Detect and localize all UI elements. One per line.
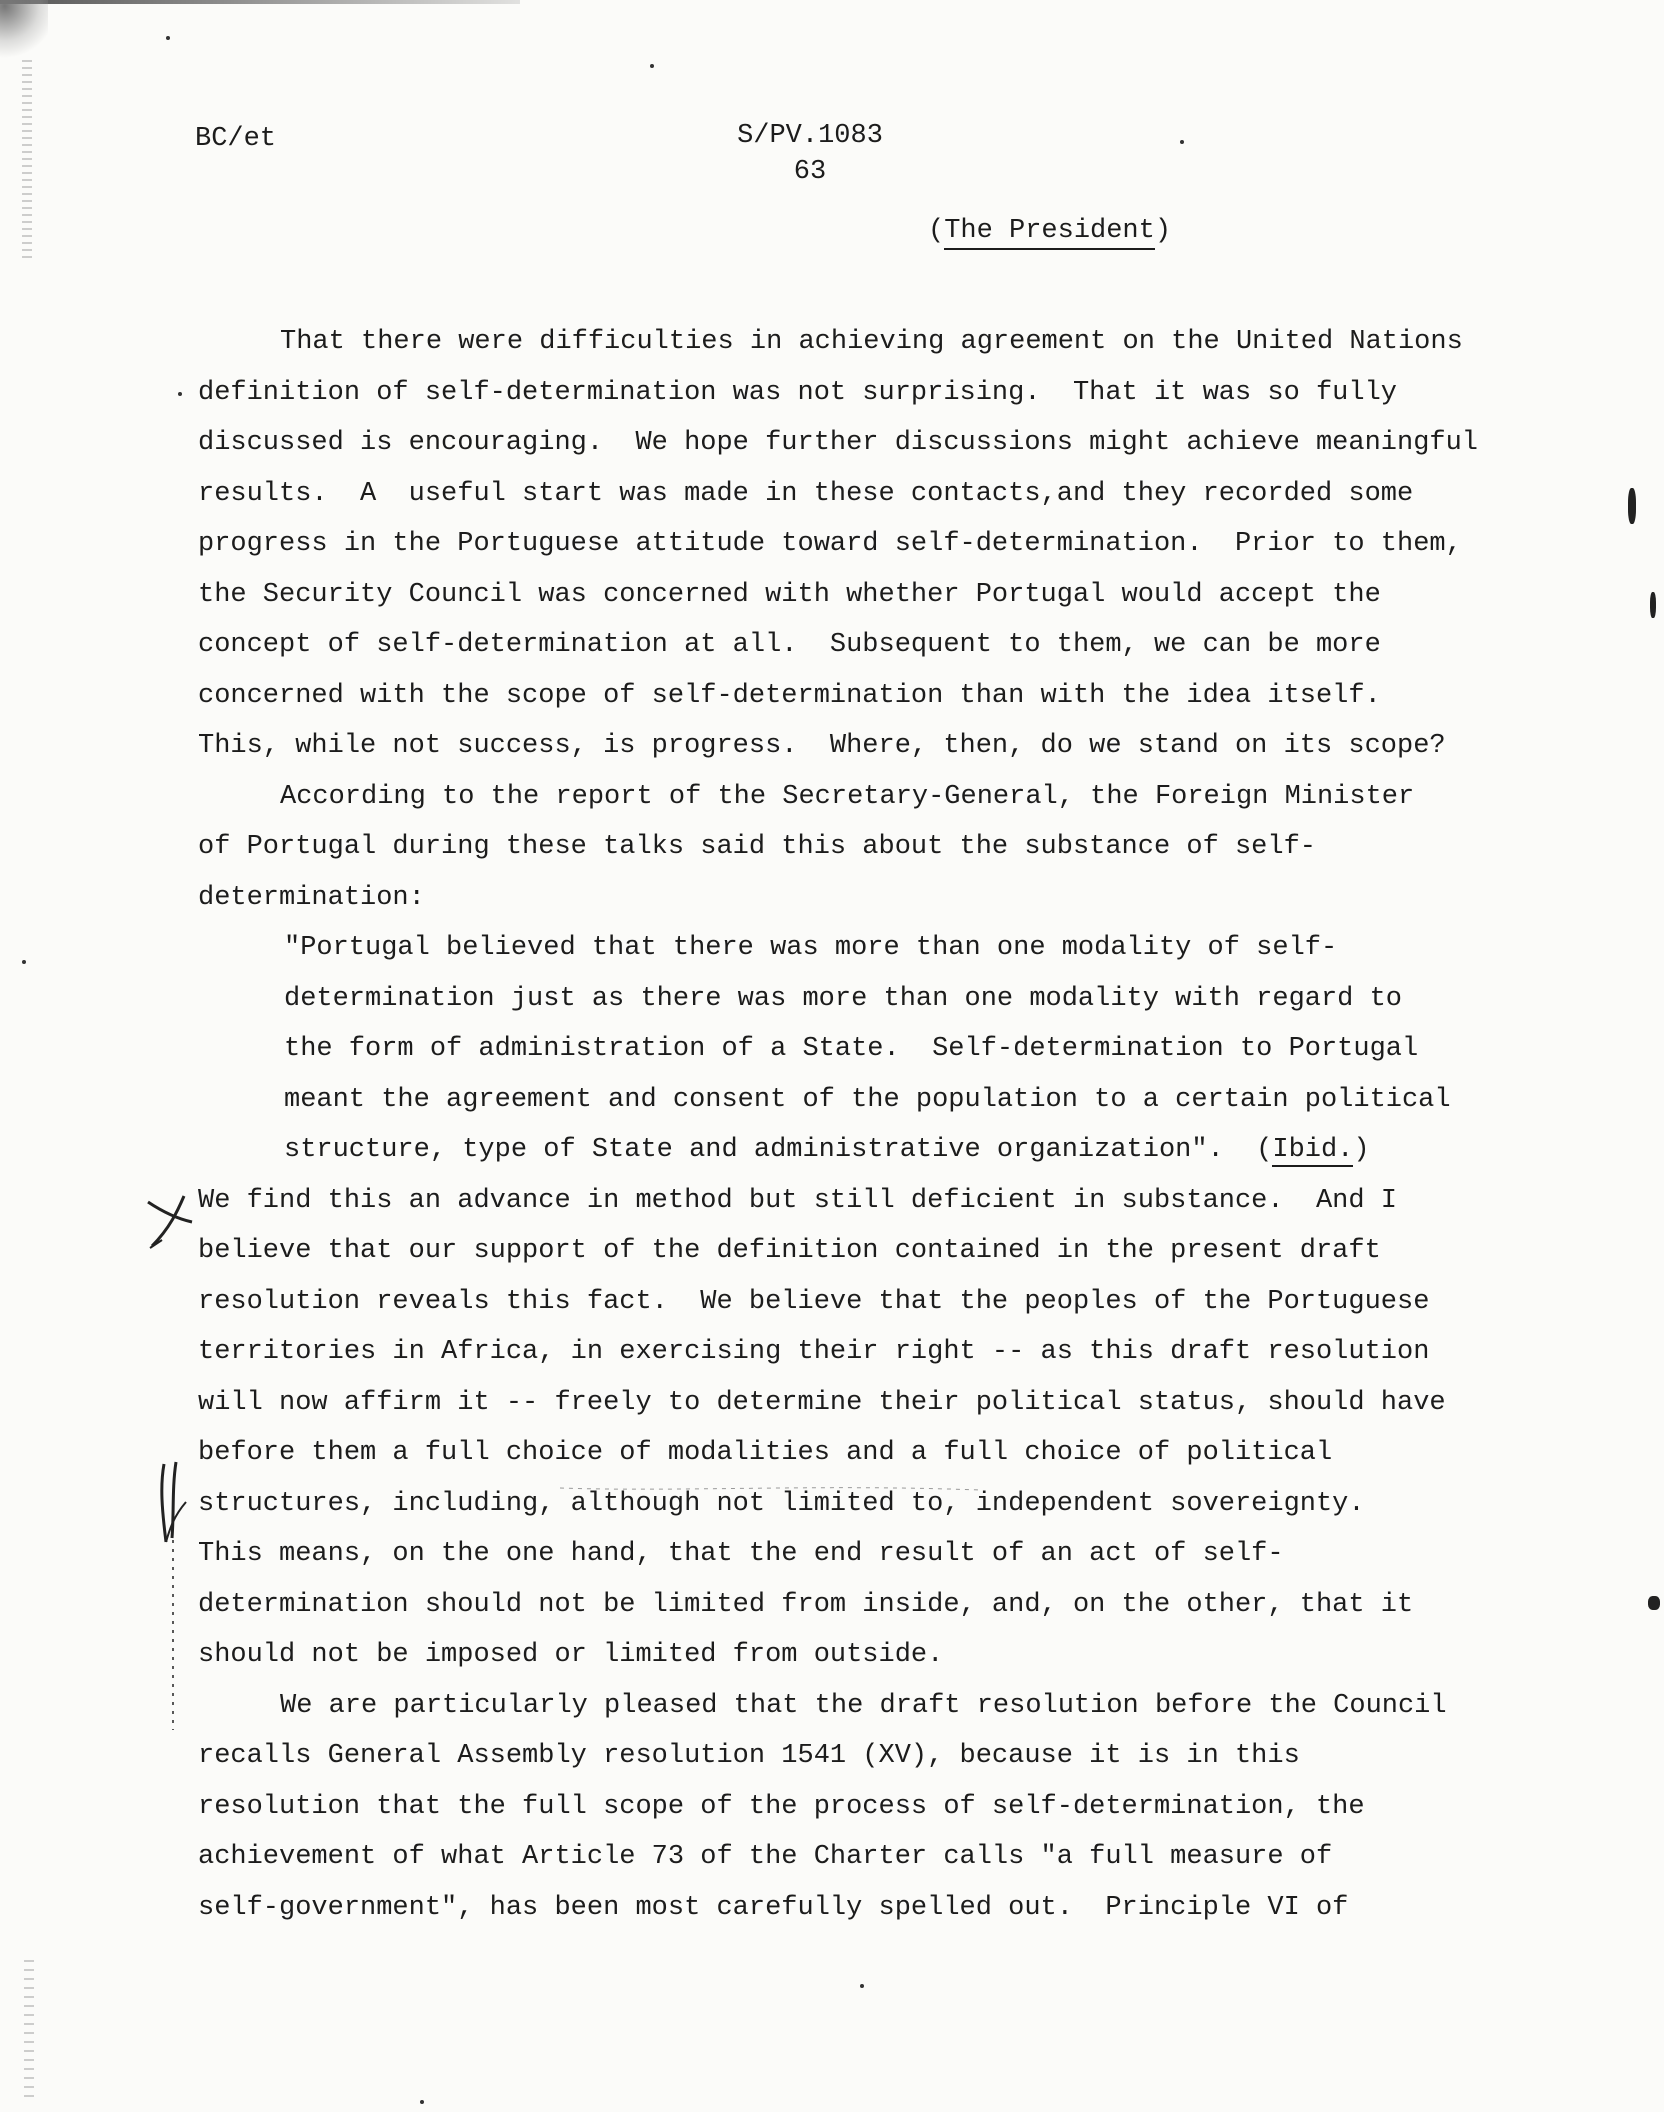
scan-speck bbox=[650, 64, 654, 68]
text-line: will now affirm it -- freely to determine their political status, should have bbox=[198, 1387, 1446, 1418]
text-line: That there were difficulties in achieving agreement on the United Nations bbox=[280, 327, 1463, 357]
text-line: concerned with the scope of self-determination than with the idea itself. bbox=[198, 680, 1381, 711]
faint-underline-marks bbox=[560, 1478, 1120, 1498]
scan-speck bbox=[178, 392, 182, 396]
speaker-paren-close: ) bbox=[1154, 216, 1172, 246]
text-line: resolution that the full scope of the process of self-determination, the bbox=[198, 1791, 1365, 1822]
speaker-label bbox=[928, 216, 1171, 246]
scan-speck bbox=[1180, 140, 1184, 144]
scan-edge-mark bbox=[1650, 592, 1656, 618]
citation: Ibid. bbox=[1272, 1135, 1354, 1165]
text-line: progress in the Portuguese attitude toward self-determination. Prior to them, bbox=[198, 529, 1462, 559]
text-line: concept of self-determination at all. Subsequent to them, we can be more bbox=[198, 630, 1381, 660]
paragraph-4 bbox=[198, 1681, 1538, 1934]
paragraph-3 bbox=[198, 1176, 1538, 1681]
handwritten-bracket-mark bbox=[150, 1458, 210, 1548]
text-line: We find this an advance in method but still deficient in substance. And I bbox=[198, 1185, 1397, 1216]
text-line: results. A useful start was made in these contacts,and they recorded some bbox=[198, 478, 1414, 509]
text-line: self-government", has been most carefully spelled out. Principle VI of bbox=[198, 1892, 1349, 1923]
text-line: definition of self-determination was not surprising. That it was so fully bbox=[198, 377, 1397, 408]
scan-speck bbox=[22, 960, 26, 964]
document-symbol: S/PV.1083 bbox=[737, 121, 883, 151]
scan-margin-artifact bbox=[24, 1960, 34, 2100]
text-line: This means, on the one hand, that the end result of an act of self- bbox=[198, 1539, 1284, 1569]
text-line: structures, including, although not limited to, independent sovereignty. bbox=[198, 1488, 1365, 1519]
text-line: resolution reveals this fact. We believe that the peoples of the Portuguese bbox=[198, 1286, 1430, 1317]
margin-dotted-line bbox=[166, 1540, 180, 1730]
text-line: believe that our support of the definition contained in the present draft bbox=[198, 1236, 1381, 1266]
text-line: recalls General Assembly resolution 1541 (XV), because it is in this bbox=[198, 1741, 1300, 1771]
scan-edge-artifact bbox=[0, 0, 520, 4]
text-line: This, while not success, is progress. Where, then, do we stand on its scope? bbox=[198, 731, 1446, 761]
handwritten-x-mark bbox=[140, 1188, 200, 1258]
text-line: of Portugal during these talks said this about the substance of self- bbox=[198, 832, 1316, 862]
scan-speck bbox=[860, 1984, 864, 1988]
scan-margin-artifact bbox=[22, 60, 32, 260]
quote-line: determination just as there was more than one modality with regard to bbox=[284, 983, 1402, 1014]
reference-code: BC/et bbox=[195, 124, 277, 154]
text-line: should not be imposed or limited from outside. bbox=[198, 1640, 944, 1670]
citation-paren-open: ( bbox=[1256, 1135, 1273, 1165]
text-line: According to the report of the Secretary-General, the Foreign Minister bbox=[280, 781, 1415, 812]
quote-text: structure, type of State and administrative organization". bbox=[284, 1135, 1257, 1165]
scan-corner-artifact bbox=[0, 0, 48, 60]
document-header bbox=[700, 118, 920, 190]
speaker-paren-open: ( bbox=[928, 216, 945, 246]
quote-line: meant the agreement and consent of the population to a certain political bbox=[284, 1084, 1451, 1115]
scan-edge-mark bbox=[1648, 1596, 1660, 1610]
text-line: achievement of what Article 73 of the Charter calls "a full measure of bbox=[198, 1842, 1333, 1872]
quote-line-last bbox=[284, 1125, 1538, 1176]
scan-edge-mark bbox=[1628, 488, 1636, 524]
text-line: before them a full choice of modalities and a full choice of political bbox=[198, 1438, 1333, 1468]
scan-speck bbox=[166, 36, 170, 40]
quote-line: "Portugal believed that there was more than one modality of self- bbox=[284, 933, 1338, 963]
speaker-name: The President bbox=[944, 216, 1155, 250]
quote-line: the form of administration of a State. Self-determination to Portugal bbox=[284, 1034, 1419, 1064]
text-line: discussed is encouraging. We hope further discussions might achieve meaningful bbox=[198, 428, 1479, 458]
paragraph-1 bbox=[198, 317, 1538, 772]
citation-paren-close: ) bbox=[1353, 1135, 1370, 1165]
text-line: the Security Council was concerned with whether Portugal would accept the bbox=[198, 579, 1381, 610]
scan-speck bbox=[420, 2100, 424, 2104]
page-number: 63 bbox=[793, 157, 827, 187]
block-quote bbox=[198, 923, 1538, 1176]
text-line: determination: bbox=[198, 882, 425, 913]
document-body bbox=[198, 317, 1538, 1933]
text-line: We are particularly pleased that the draft resolution before the Council bbox=[280, 1690, 1447, 1721]
text-line: territories in Africa, in exercising their right -- as this draft resolution bbox=[198, 1337, 1430, 1367]
text-line: determination should not be limited from inside, and, on the other, that it bbox=[198, 1589, 1414, 1620]
paragraph-2 bbox=[198, 772, 1538, 924]
